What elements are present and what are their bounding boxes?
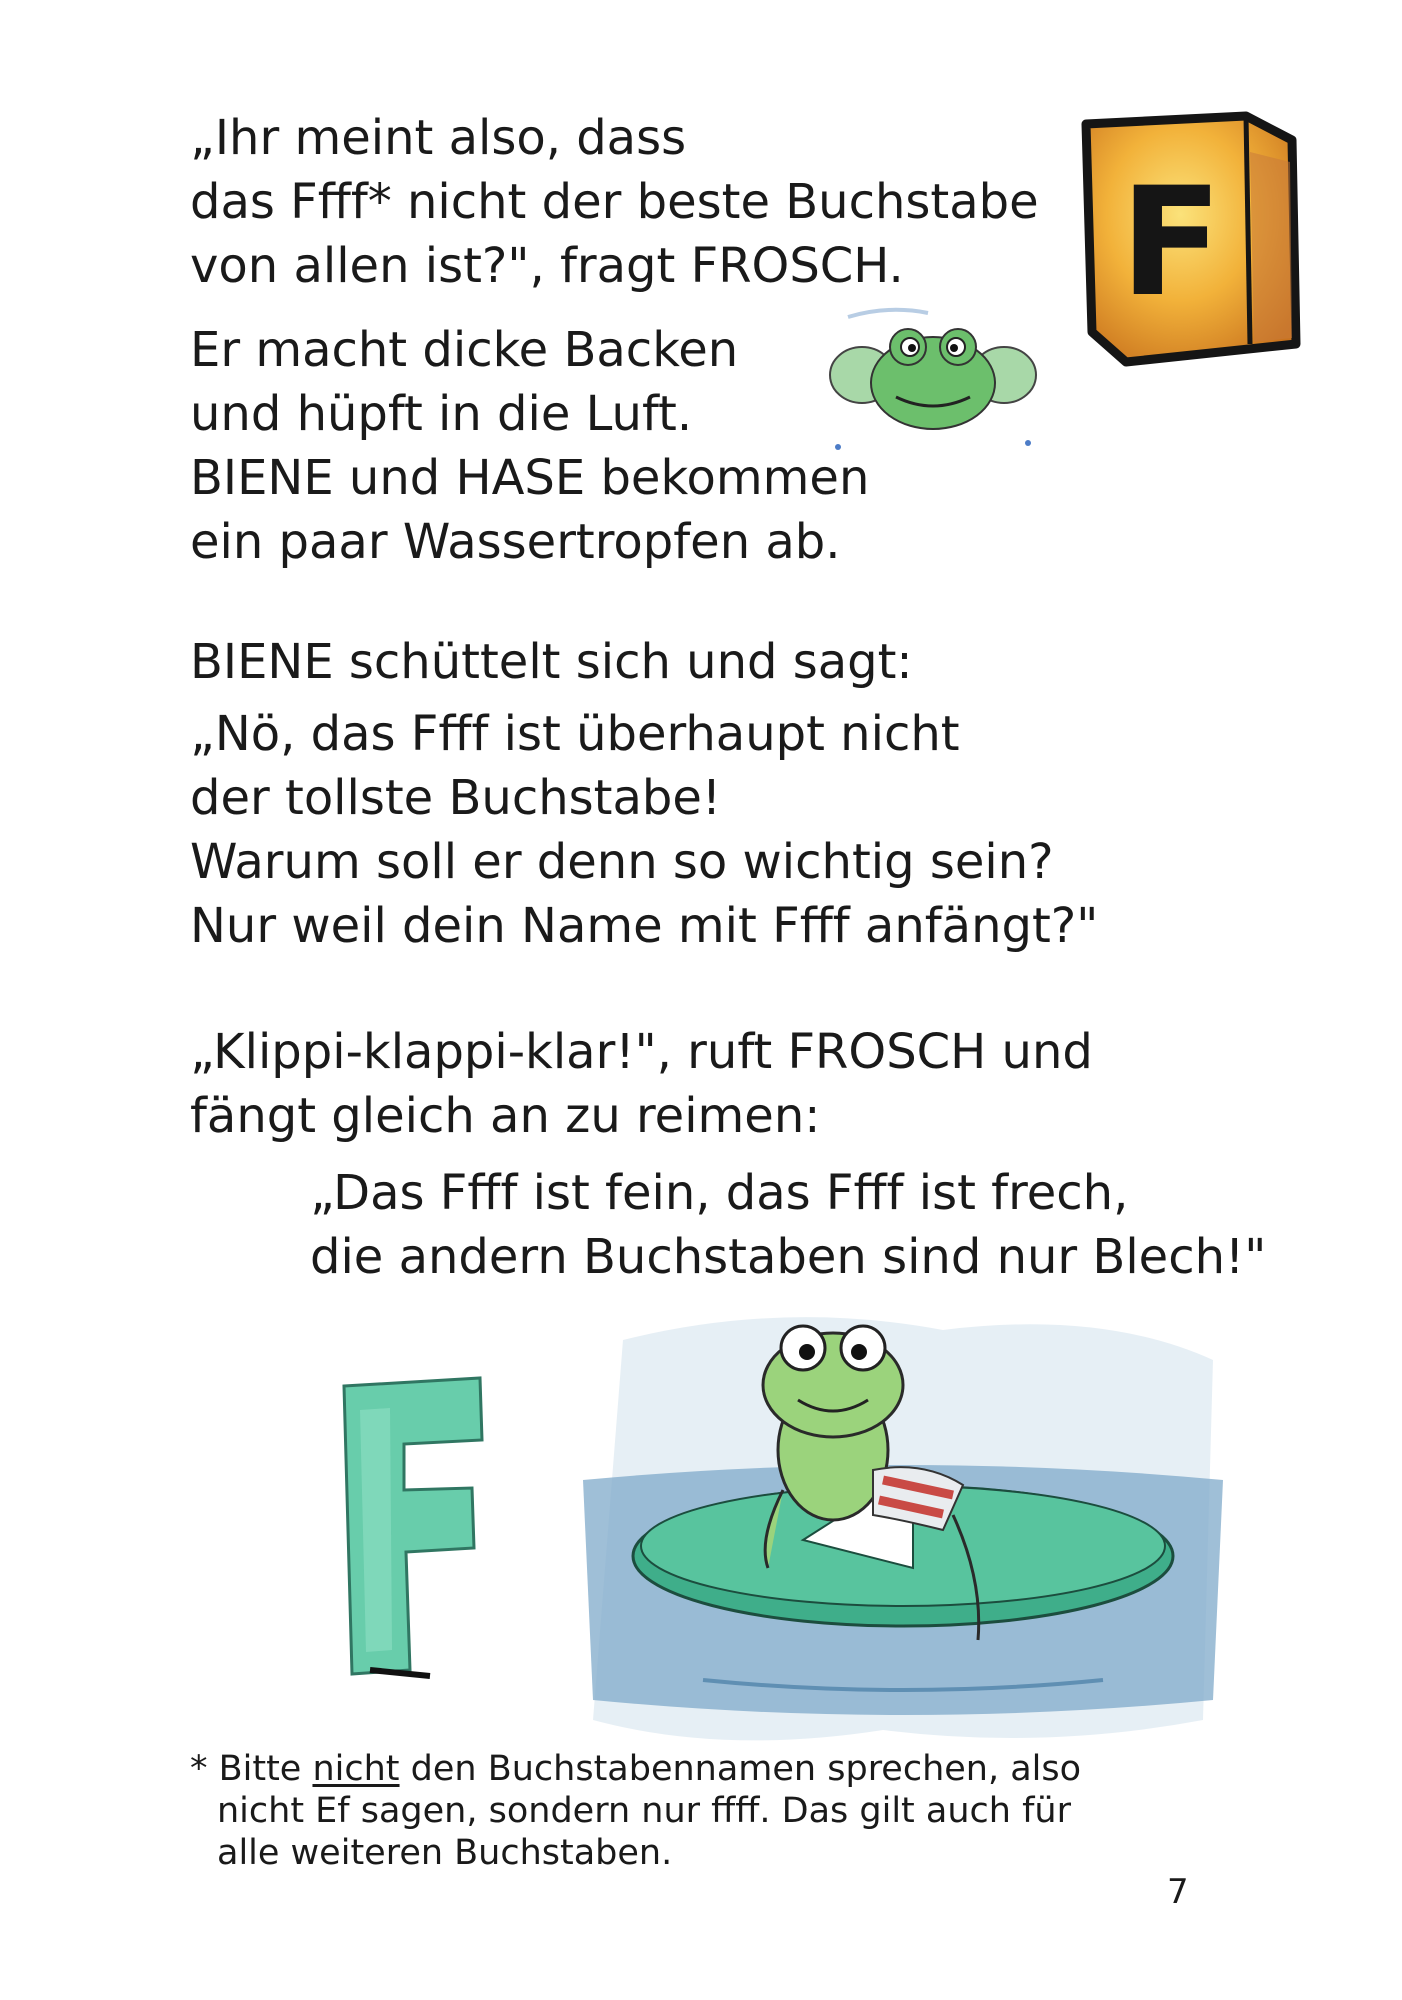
text-line: die andern Buchstaben sind nur Blech!" (310, 1229, 1267, 1285)
text-line: Warum soll er denn so wichtig sein? (190, 834, 1054, 890)
text-line: Er macht dicke Backen (190, 322, 739, 378)
footnote-line-2: nicht Ef sagen, sondern nur ffff. Das gilt auch für (217, 1791, 1071, 1831)
page-number: 7 (1167, 1872, 1189, 1912)
text-line: „Das Ffff ist fein, das Ffff ist frech, (310, 1165, 1129, 1221)
text-line: „Nö, das Ffff ist überhaupt nicht (190, 706, 960, 762)
text-line: der tollste Buchstabe! (190, 770, 722, 826)
text-line: und hüpft in die Luft. (190, 386, 693, 442)
text-line: BIENE schüttelt sich und sagt: (190, 634, 913, 690)
footnote-line-3: alle weiteren Buchstaben. (217, 1833, 673, 1873)
footnote (190, 1748, 1081, 1874)
green-letter-f-illustration (330, 1370, 500, 1690)
block-letter-f: F (1120, 156, 1223, 330)
text-line: BIENE und HASE bekommen (190, 450, 870, 506)
text-line: „Klippi-klappi-klar!", ruft FROSCH und (190, 1024, 1093, 1080)
footnote-line-1 (190, 1748, 1081, 1790)
footnote-prefix: * Bitte (190, 1749, 313, 1789)
paragraph-intro (190, 106, 1039, 298)
letter-f-block-illustration (1078, 112, 1303, 367)
paragraph-biene (190, 630, 1098, 958)
paragraph-klippi (190, 1020, 1093, 1148)
text-line: ein paar Wassertropfen ab. (190, 514, 841, 570)
text-line: Nur weil dein Name mit Ffff anfängt?" (190, 898, 1099, 954)
green-letter-f: F (330, 1370, 331, 1371)
footnote-line-1-rest: den Buchstabennamen sprechen, also (399, 1749, 1082, 1789)
frog-puffed-cheeks-illustration (828, 305, 1038, 455)
frog-on-lilypad-illustration (583, 1300, 1223, 1760)
text-line: fängt gleich an zu reimen: (190, 1088, 821, 1144)
paragraph-cheeks (190, 318, 869, 574)
text-line: „Ihr meint also, dass (190, 110, 687, 166)
text-line: das Ffff* nicht der beste Buchstabe (190, 174, 1039, 230)
rhyme-verse (310, 1161, 1266, 1289)
text-line: von allen ist?", fragt FROSCH. (190, 238, 904, 294)
footnote-emphasis: nicht (312, 1749, 400, 1789)
